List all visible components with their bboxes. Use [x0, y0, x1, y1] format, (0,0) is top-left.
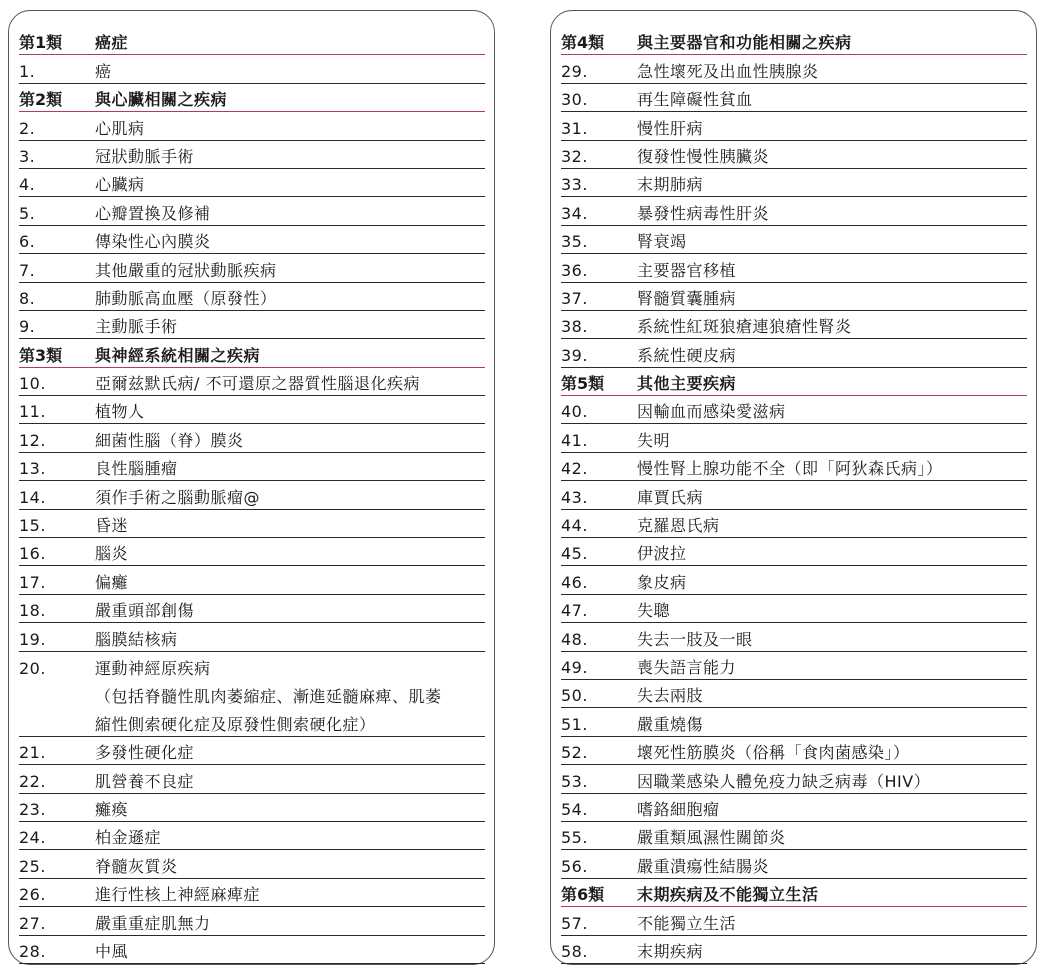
disease-name: 細菌性腦（脊）膜炎 — [95, 430, 244, 450]
disease-row — [561, 907, 1027, 935]
disease-name: 嚴重重症肌無力 — [95, 913, 211, 933]
disease-row — [561, 254, 1027, 282]
disease-row — [561, 737, 1027, 765]
disease-row — [561, 283, 1027, 311]
disease-row — [561, 566, 1027, 594]
item-number: 21. — [19, 743, 46, 763]
disease-row — [19, 623, 485, 651]
disease-name: 再生障礙性貧血 — [637, 90, 753, 110]
item-number: 29. — [561, 61, 588, 81]
item-number: 41. — [561, 430, 588, 450]
disease-row — [561, 850, 1027, 878]
disease-row — [561, 510, 1027, 538]
disease-name: 腎髓質囊腫病 — [637, 288, 737, 308]
category-number: 第6類 — [561, 885, 605, 905]
disease-row — [19, 283, 485, 311]
disease-name: 腦膜結核病 — [95, 629, 178, 649]
category-title: 與心臟相關之疾病 — [95, 90, 228, 110]
disease-name: 伊波拉 — [637, 544, 687, 564]
disease-name: 其他嚴重的冠狀動脈疾病 — [95, 260, 277, 280]
disease-name: 主動脈手術 — [95, 317, 178, 337]
item-number: 23. — [19, 799, 46, 819]
disease-row — [19, 680, 485, 708]
disease-row — [19, 141, 485, 169]
disease-row — [561, 424, 1027, 452]
item-number: 31. — [561, 118, 588, 138]
disease-name: 心臟病 — [95, 175, 145, 195]
disease-row — [561, 311, 1027, 339]
category-header-row — [19, 27, 485, 55]
disease-row — [561, 708, 1027, 736]
disease-name: 主要器官移植 — [637, 260, 737, 280]
disease-name: 嚴重頭部創傷 — [95, 601, 195, 621]
disease-name: 末期肺病 — [637, 175, 704, 195]
disease-name: 因輸血而感染愛滋病 — [637, 402, 786, 422]
disease-name: 慢性腎上腺功能不全（即「阿狄森氏病」） — [637, 459, 943, 479]
category-title: 癌症 — [95, 33, 129, 53]
item-number: 48. — [561, 629, 588, 649]
item-number: 7. — [19, 260, 36, 280]
disease-name: 腦炎 — [95, 544, 129, 564]
item-number: 6. — [19, 232, 36, 252]
disease-row — [19, 368, 485, 396]
disease-name: 不能獨立生活 — [637, 913, 737, 933]
category-header-row — [19, 339, 485, 367]
item-number: 46. — [561, 572, 588, 592]
item-number: 36. — [561, 260, 588, 280]
item-number: 25. — [19, 856, 46, 876]
disease-row — [19, 169, 485, 197]
item-number: 22. — [19, 771, 46, 791]
item-number: 58. — [561, 941, 588, 961]
item-number: 4. — [19, 175, 36, 195]
disease-row — [561, 141, 1027, 169]
disease-row — [561, 680, 1027, 708]
disease-row — [19, 879, 485, 907]
disease-row — [561, 55, 1027, 83]
disease-row — [19, 112, 485, 140]
disease-row — [19, 794, 485, 822]
disease-row — [19, 850, 485, 878]
disease-row — [19, 254, 485, 282]
disease-name: 嚴重類風濕性關節炎 — [637, 828, 786, 848]
disease-name: 癌 — [95, 61, 112, 81]
disease-name: 中風 — [95, 941, 129, 961]
disease-name: （包括脊髓性肌肉萎縮症、漸進延髓麻痺、肌萎 — [95, 687, 442, 707]
item-number: 33. — [561, 175, 588, 195]
disease-name: 因職業感染人體免疫力缺乏病毒（HIV） — [637, 771, 931, 791]
item-number: 17. — [19, 572, 46, 592]
category-number: 第1類 — [19, 33, 63, 53]
disease-row — [561, 822, 1027, 850]
disease-name: 暴發性病毒性肝炎 — [637, 203, 770, 223]
disease-row — [561, 936, 1027, 964]
item-number: 44. — [561, 516, 588, 536]
item-number: 32. — [561, 146, 588, 166]
item-number: 12. — [19, 430, 46, 450]
disease-name: 慢性肝病 — [637, 118, 704, 138]
item-number: 16. — [19, 544, 46, 564]
disease-row — [19, 424, 485, 452]
item-number: 40. — [561, 402, 588, 422]
item-number: 20. — [19, 658, 46, 678]
disease-name: 失去兩肢 — [637, 686, 704, 706]
disease-name: 肌營養不良症 — [95, 771, 195, 791]
disease-row — [19, 566, 485, 594]
disease-row — [561, 339, 1027, 367]
disease-row — [561, 652, 1027, 680]
item-number: 9. — [19, 317, 36, 337]
disease-row — [19, 936, 485, 964]
item-number: 51. — [561, 714, 588, 734]
disease-name: 傳染性心內膜炎 — [95, 232, 211, 252]
disease-row — [19, 907, 485, 935]
category-title: 末期疾病及不能獨立生活 — [637, 885, 819, 905]
disease-name: 象皮病 — [637, 572, 687, 592]
item-number: 50. — [561, 686, 588, 706]
disease-name: 嗜鉻細胞瘤 — [637, 799, 720, 819]
disease-row — [561, 481, 1027, 509]
item-number: 28. — [19, 941, 46, 961]
item-number: 47. — [561, 601, 588, 621]
category-header-row — [561, 27, 1027, 55]
disease-name: 冠狀動脈手術 — [95, 146, 195, 166]
item-number: 56. — [561, 856, 588, 876]
item-number: 27. — [19, 913, 46, 933]
disease-row — [19, 197, 485, 225]
disease-name: 嚴重燒傷 — [637, 714, 704, 734]
item-number: 8. — [19, 288, 36, 308]
item-number: 3. — [19, 146, 36, 166]
disease-name: 偏癱 — [95, 572, 129, 592]
item-number: 24. — [19, 828, 46, 848]
disease-name: 失聰 — [637, 601, 671, 621]
item-number: 34. — [561, 203, 588, 223]
disease-name: 喪失語言能力 — [637, 657, 737, 677]
item-number: 45. — [561, 544, 588, 564]
item-number: 18. — [19, 601, 46, 621]
disease-name: 末期疾病 — [637, 941, 704, 961]
disease-row — [19, 226, 485, 254]
disease-name: 進行性核上神經麻痺症 — [95, 885, 261, 905]
left-disease-table — [8, 10, 495, 965]
category-header-row — [19, 84, 485, 112]
item-number: 15. — [19, 516, 46, 536]
disease-name: 壞死性筋膜炎（俗稱「食肉菌感染」） — [637, 743, 910, 763]
disease-name: 心瓣置換及修補 — [95, 203, 211, 223]
disease-name: 系統性硬皮病 — [637, 345, 737, 365]
disease-row — [561, 396, 1027, 424]
disease-name: 肺動脈高血壓（原發性） — [95, 288, 277, 308]
item-number: 13. — [19, 459, 46, 479]
disease-row — [561, 623, 1027, 651]
disease-name: 亞爾兹默氏病/ 不可還原之器質性腦退化疾病 — [95, 374, 420, 394]
category-title: 與主要器官和功能相關之疾病 — [637, 33, 852, 53]
item-number: 37. — [561, 288, 588, 308]
disease-row — [19, 453, 485, 481]
disease-row — [19, 510, 485, 538]
category-header-row — [561, 368, 1027, 396]
disease-name: 昏迷 — [95, 516, 129, 536]
item-number: 35. — [561, 232, 588, 252]
disease-row — [19, 652, 485, 680]
disease-name: 脊髓灰質炎 — [95, 856, 178, 876]
disease-row — [19, 708, 485, 736]
item-number: 19. — [19, 629, 46, 649]
disease-row — [561, 765, 1027, 793]
disease-name: 多發性硬化症 — [95, 743, 195, 763]
disease-row — [19, 595, 485, 623]
disease-row — [19, 538, 485, 566]
disease-row — [19, 311, 485, 339]
item-number: 55. — [561, 828, 588, 848]
category-title: 與神經系統相關之疾病 — [95, 345, 261, 365]
disease-name: 庫賈氏病 — [637, 487, 704, 507]
disease-row — [561, 453, 1027, 481]
disease-name: 良性腦腫瘤 — [95, 459, 178, 479]
disease-name: 失去一肢及一眼 — [637, 629, 753, 649]
item-number: 57. — [561, 913, 588, 933]
disease-row — [19, 737, 485, 765]
right-disease-table — [550, 10, 1037, 965]
disease-name: 須作手術之腦動脈瘤@ — [95, 487, 261, 507]
disease-name: 復發性慢性胰臟炎 — [637, 146, 770, 166]
disease-name: 克羅恩氏病 — [637, 516, 720, 536]
item-number: 5. — [19, 203, 36, 223]
item-number: 26. — [19, 885, 46, 905]
disease-row — [19, 481, 485, 509]
item-number: 42. — [561, 459, 588, 479]
disease-row — [19, 765, 485, 793]
disease-row — [561, 538, 1027, 566]
disease-name: 心肌病 — [95, 118, 145, 138]
category-number: 第5類 — [561, 374, 605, 394]
item-number: 11. — [19, 402, 46, 422]
item-number: 53. — [561, 771, 588, 791]
disease-row — [19, 822, 485, 850]
category-number: 第3類 — [19, 345, 63, 365]
disease-name: 嚴重潰瘍性結腸炎 — [637, 856, 770, 876]
disease-row — [561, 169, 1027, 197]
item-number: 49. — [561, 657, 588, 677]
disease-name: 運動神經原疾病 — [95, 658, 211, 678]
disease-name: 急性壞死及出血性胰腺炎 — [637, 61, 819, 81]
item-number: 54. — [561, 799, 588, 819]
disease-row — [561, 794, 1027, 822]
disease-name: 腎衰竭 — [637, 232, 687, 252]
category-number: 第4類 — [561, 33, 605, 53]
item-number: 52. — [561, 743, 588, 763]
disease-name: 系統性紅斑狼瘡連狼瘡性腎炎 — [637, 317, 852, 337]
item-number: 1. — [19, 61, 36, 81]
item-number: 38. — [561, 317, 588, 337]
item-number: 43. — [561, 487, 588, 507]
category-number: 第2類 — [19, 90, 63, 110]
disease-row — [561, 112, 1027, 140]
disease-name: 縮性側索硬化症及原發性側索硬化症） — [95, 714, 376, 734]
disease-name: 植物人 — [95, 402, 145, 422]
disease-row — [19, 396, 485, 424]
item-number: 10. — [19, 374, 46, 394]
disease-row — [561, 226, 1027, 254]
disease-name: 癱瘓 — [95, 799, 129, 819]
category-title: 其他主要疾病 — [637, 374, 737, 394]
category-header-row — [561, 879, 1027, 907]
item-number: 14. — [19, 487, 46, 507]
disease-name: 失明 — [637, 430, 671, 450]
item-number: 39. — [561, 345, 588, 365]
disease-row — [561, 197, 1027, 225]
disease-row — [561, 84, 1027, 112]
disease-row — [561, 595, 1027, 623]
disease-name: 柏金遜症 — [95, 828, 162, 848]
disease-row — [19, 55, 485, 83]
item-number: 30. — [561, 90, 588, 110]
item-number: 2. — [19, 118, 36, 138]
